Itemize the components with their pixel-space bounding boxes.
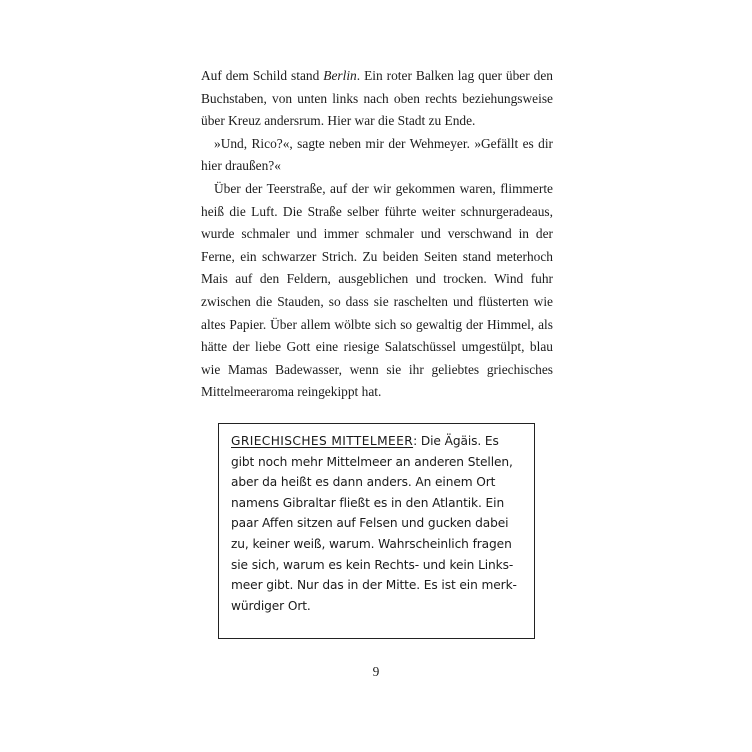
paragraph-2: »Und, Rico?«, sagte neben mir der Wehmeyer. »Gefällt es dir hier draußen?« bbox=[201, 135, 553, 174]
note-line-2: gibt noch mehr Mittelmeer an anderen Stellen, bbox=[231, 454, 513, 469]
city-name-emphasis: Berlin bbox=[323, 68, 357, 83]
glossary-note-box bbox=[218, 423, 535, 639]
note-line-3: aber da heißt es dann anders. An einem Ort bbox=[231, 475, 496, 490]
page-number: 9 bbox=[372, 664, 380, 679]
note-line-5: paar Affen sitzen auf Felsen und gucken dabei bbox=[231, 516, 509, 531]
note-line-4: namens Gibraltar fließt es in den Atlantik. Ein bbox=[231, 495, 505, 510]
note-line-7: sie sich, warum es kein Rechts- und kein Links- bbox=[231, 557, 514, 572]
paragraph-1-suffix: . Ein roter Balken lag quer über den Buchstaben, von unten links nach oben rechts beziehungsweise über Kreuz andersrum. Hier war die Stadt zu Ende. bbox=[201, 68, 553, 129]
note-line-9: würdiger Ort. bbox=[231, 598, 311, 613]
paragraph-1 bbox=[201, 65, 553, 133]
body-text bbox=[201, 65, 553, 404]
note-line-1-text: : Die Ägäis. Es bbox=[413, 434, 499, 448]
paragraph-1-prefix: Auf dem Schild stand bbox=[201, 68, 324, 83]
note-term: GRIECHISCHES MITTELMEER bbox=[231, 434, 414, 448]
paragraph-3: Über der Teerstraße, auf der wir gekommen waren, flimmerte heiß die Luft. Die Straße selber führte weiter schnurgeradeaus, wurde schmaler und immer schmaler und verschwand in der Ferne, ein schwarzer Strich. Zu beiden Seiten stand meterhoch Mais auf den Feldern, ausgeblichen und trocken. Wind fuhr zwischen die Stauden, so dass sie raschelten und flüsterten wie altes Papier. Über allem wölbte sich so gewaltig der Himmel, als hätte der liebe Gott eine riesige Salatschüssel umgestülpt, blau wie Mamas Badewasser, wenn sie ihr geliebtes griechisches Mittelmeeraroma reingekippt hat. bbox=[201, 180, 553, 400]
note-line-6: zu, keiner weiß, warum. Wahrscheinlich fragen bbox=[231, 536, 512, 551]
note-line-8: meer gibt. Nur das in der Mitte. Es ist ein merk- bbox=[231, 578, 517, 593]
note-line-1 bbox=[231, 431, 524, 452]
